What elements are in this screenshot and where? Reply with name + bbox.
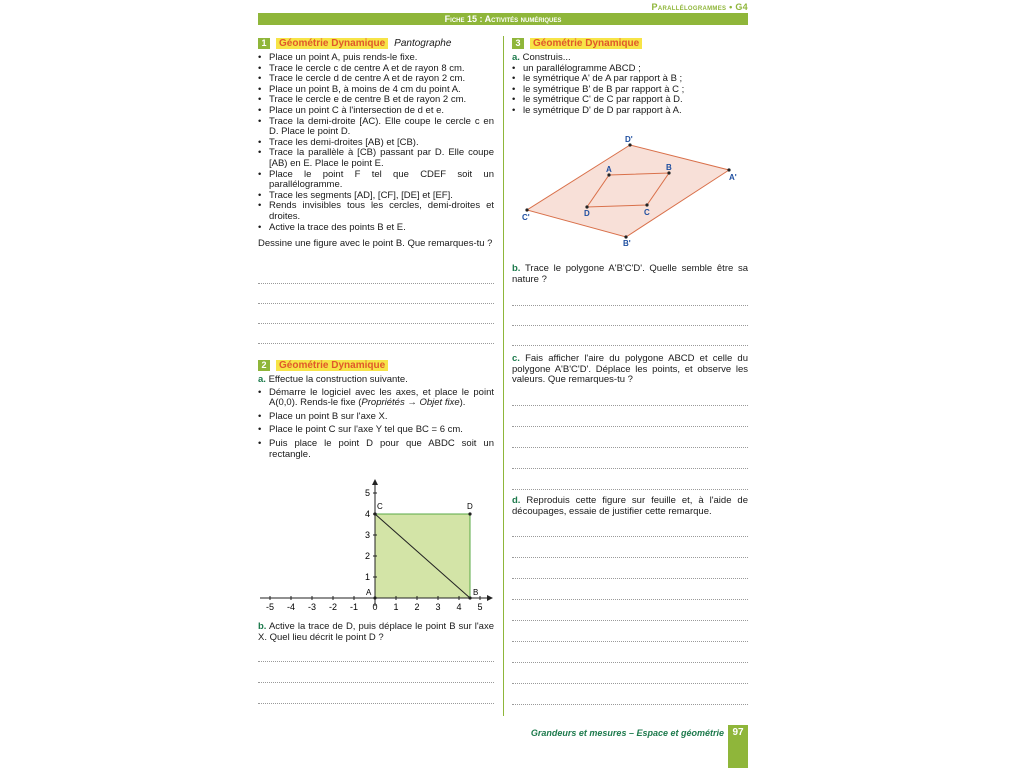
question-text: Dessine une figure avec le point B. Que remarques-tu ?: [258, 238, 493, 250]
list-item: • Trace le cercle d de centre A et de rayon 2 cm.: [258, 74, 494, 85]
parallelogram-figure: [512, 132, 748, 252]
answer-line: [512, 425, 748, 427]
list-item: • Place un point C à l'intersection de d et e.: [258, 106, 494, 117]
section-2: [258, 360, 494, 460]
section-1: [258, 38, 494, 250]
x-tick-label: 4: [456, 602, 462, 612]
answer-line: [512, 446, 748, 448]
answer-line: [512, 556, 748, 558]
list-item: • Trace le cercle c de centre A et de rayon 8 cm.: [258, 64, 494, 75]
answer-line: [512, 304, 748, 306]
y-tick-label: 4: [364, 509, 370, 519]
answer-line: [512, 488, 748, 490]
answer-line: [512, 535, 748, 537]
answer-line: [258, 681, 494, 683]
label-d: D: [467, 502, 473, 511]
x-tick-label: 5: [477, 602, 483, 612]
x-tick-label: 3: [435, 602, 441, 612]
label-c2: C': [522, 213, 530, 222]
part-text: Fais afficher l'aire du polygone ABCD et celle du polygone A'B'C'D'. Déplace les points, et observe les valeurs. Que remarques-tu ?: [512, 353, 748, 386]
y-tick-label: 5: [364, 488, 370, 498]
point-b: [468, 596, 471, 599]
label-a: A: [366, 588, 372, 597]
part-label: d.: [512, 495, 521, 506]
label-d: D: [584, 209, 590, 218]
list-item: • Démarre le logiciel avec les axes, et place le point A(0,0). Rends-le fixe (Propriétés → Objet fixe).: [258, 388, 494, 409]
label-b: B: [666, 163, 672, 172]
list-item: • Place le point F tel que CDEF soit un parallélogramme.: [258, 170, 494, 191]
answer-line: [512, 640, 748, 642]
answer-line: [512, 703, 748, 705]
part-label: c.: [512, 353, 520, 364]
section-number: 3: [512, 38, 524, 49]
part-text: Effectue la construction suivante.: [268, 374, 408, 385]
label-b: B: [473, 588, 479, 597]
part-a: [512, 53, 748, 64]
point-c: [373, 512, 376, 515]
footer-text: Grandeurs et mesures – Espace et géométrie: [530, 728, 724, 738]
label-d2: D': [625, 135, 633, 144]
point-d: [468, 512, 471, 515]
answer-line: [512, 619, 748, 621]
list-item: • un parallélogramme ABCD ;: [512, 64, 748, 75]
answer-line: [512, 682, 748, 684]
section-number: 2: [258, 360, 270, 371]
list-item: • Trace les demi-droites [AB) et [CB).: [258, 138, 494, 149]
x-tick-label: -4: [286, 602, 296, 612]
list-item: • le symétrique B' de B par rapport à C ;: [512, 85, 748, 96]
list-item: • Puis place le point D pour que ABDC soit un rectangle.: [258, 439, 494, 460]
list-item: • Trace le cercle e de centre B et de rayon 2 cm.: [258, 95, 494, 106]
label-a: A: [606, 165, 612, 174]
part-b: [258, 622, 494, 643]
y-tick-label: 3: [364, 530, 370, 540]
part-text: Active la trace de D, puis déplace le point B sur l'axe X. Quel lieu décrit le point D ?: [258, 621, 494, 643]
part-label: b.: [512, 263, 521, 274]
section-tag: Géométrie Dynamique: [276, 38, 388, 49]
answer-line: [512, 598, 748, 600]
list-item: • Trace les segments [AD], [CF], [DE] et [EF].: [258, 191, 494, 202]
answer-line: [258, 322, 494, 324]
list-item: • Rends invisibles tous les cercles, demi-droites et droites.: [258, 201, 494, 222]
section-tag: Géométrie Dynamique: [276, 360, 388, 371]
section-3: [512, 38, 748, 117]
point-a2: [727, 168, 730, 171]
point-c2: [525, 208, 528, 211]
list-item: • Place un point B, à moins de 4 cm du point A.: [258, 85, 494, 96]
list-item: • Place le point C sur l'axe Y tel que BC = 6 cm.: [258, 425, 494, 436]
part-b: [512, 264, 748, 285]
instruction-list: [258, 53, 494, 233]
list-item: • le symétrique A' de A par rapport à B ;: [512, 74, 748, 85]
part-label: b.: [258, 621, 267, 632]
list-item: • Trace la parallèle à [CB) passant par D. Elle coupe [AB) en E. Place le point E.: [258, 148, 494, 169]
list-item: • le symétrique D' de D par rapport à A.: [512, 106, 748, 117]
instruction-list: [512, 64, 748, 117]
label-c: C: [377, 502, 383, 511]
coordinate-graph: [256, 476, 496, 612]
part-d: [512, 496, 748, 517]
list-item: • Place un point A, puis rends-le fixe.: [258, 53, 494, 64]
answer-line: [512, 344, 748, 346]
section-number: 1: [258, 38, 270, 49]
instruction-list: [258, 388, 494, 461]
x-tick-label: -2: [328, 602, 338, 612]
answer-line: [512, 324, 748, 326]
y-tick-label: 1: [364, 572, 370, 582]
answer-line: [258, 342, 494, 344]
answer-line: [512, 661, 748, 663]
section-tag: Géométrie Dynamique: [530, 38, 642, 49]
part-label: a.: [512, 52, 520, 63]
list-item: • Place un point B sur l'axe X.: [258, 412, 494, 423]
label-c: C: [644, 208, 650, 217]
section-subtitle: Pantographe: [394, 38, 452, 49]
column-divider: [503, 36, 504, 716]
polygon-a2b2c2d2: [527, 145, 729, 237]
answer-line: [512, 467, 748, 469]
answer-line: [258, 702, 494, 704]
part-a: [258, 375, 494, 386]
answer-line: [258, 660, 494, 662]
label-b2: B': [623, 239, 631, 248]
page-number: 97: [728, 725, 748, 768]
part-text: Trace le polygone A'B'C'D'. Quelle semble être sa nature ?: [512, 263, 748, 285]
fiche-title: Fiche 15 : Activités numériques: [258, 13, 748, 25]
x-tick-label: 1: [393, 602, 399, 612]
part-text: Reproduis cette figure sur feuille et, à l'aide de découpages, essaie de justifier cette remarque.: [512, 495, 748, 517]
point-c: [645, 203, 648, 206]
answer-line: [258, 282, 494, 284]
point-a: [373, 596, 376, 599]
list-item: • le symétrique C' de C par rapport à D.: [512, 95, 748, 106]
answer-line: [258, 302, 494, 304]
part-c: [512, 354, 748, 386]
list-item: • Trace la demi-droite [AC). Elle coupe le cercle c en D. Place le point D.: [258, 117, 494, 138]
answer-line: [512, 404, 748, 406]
list-item: • Active la trace des points B et E.: [258, 223, 494, 234]
label-a2: A': [729, 173, 737, 182]
x-tick-label: -1: [349, 602, 359, 612]
part-label: a.: [258, 374, 266, 385]
y-tick-label: 2: [364, 551, 370, 561]
chapter-header: Parallélogrammes • G4: [651, 2, 748, 12]
x-tick-label: 2: [414, 602, 420, 612]
part-text: Construis...: [522, 52, 571, 63]
x-tick-label: 0: [372, 602, 378, 612]
x-tick-label: -5: [265, 602, 275, 612]
x-tick-label: -3: [307, 602, 317, 612]
answer-line: [512, 577, 748, 579]
